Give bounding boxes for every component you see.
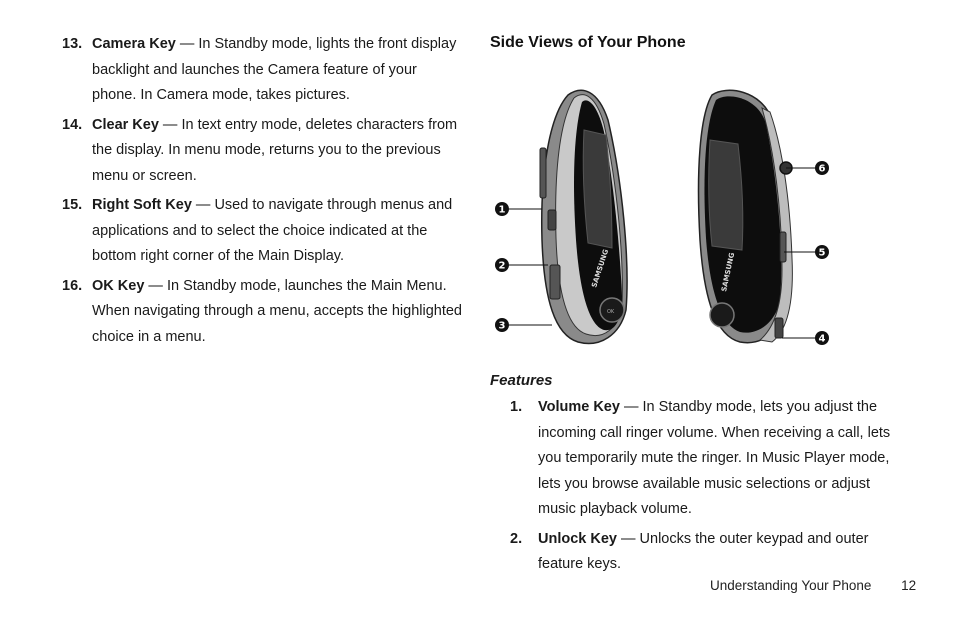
- section-title: Side Views of Your Phone: [490, 34, 686, 51]
- item-term: Unlock Key: [538, 530, 617, 547]
- left-phone-view: [540, 90, 627, 343]
- right-column: [490, 32, 910, 582]
- callout-6: [815, 161, 829, 175]
- callout-2: [495, 258, 509, 272]
- svg-text:4: 4: [818, 333, 826, 345]
- item-text: — Unlocks the outer keypad and outer feature keys.: [538, 530, 869, 572]
- page-number: 12: [901, 578, 917, 593]
- item-text: — In Standby mode, launches the Main Menu. When navigating through a menu, accepts the highlighted choice in a menu.: [92, 277, 462, 345]
- svg-text:5: 5: [818, 247, 826, 259]
- features-heading: Features: [490, 372, 553, 389]
- list-item: [62, 113, 462, 190]
- left-column: [62, 32, 462, 354]
- side-key: [780, 232, 786, 262]
- item-number: 2.: [510, 530, 523, 547]
- ok-key-label: OK: [607, 309, 615, 315]
- item-number: 1.: [510, 399, 523, 415]
- list-item: [62, 274, 462, 351]
- phone-illustration: [490, 60, 840, 360]
- camera-key: [775, 318, 783, 338]
- item-text: — In Standby mode, lights the front display backlight and launches the Camera feature of your phone. In Camera mode, takes pictures.: [92, 36, 457, 103]
- item-term: OK Key: [92, 277, 145, 294]
- item-number: 15.: [62, 197, 83, 213]
- item-number: 13.: [62, 36, 83, 52]
- callout-1: [495, 202, 509, 216]
- brand-label: SAMSUNG: [720, 251, 737, 293]
- list-item: [490, 527, 910, 578]
- item-text: — Used to navigate through menus and applications and to select the choice indicated at the bottom right corner of the Main Display.: [92, 197, 453, 264]
- footer-section-title: Understanding Your Phone: [710, 578, 872, 593]
- item-term: Volume Key: [538, 399, 620, 415]
- list-item: [490, 395, 910, 523]
- callout-5: [815, 245, 829, 259]
- phone-side-views-figure: [490, 60, 840, 360]
- item-number: 16.: [62, 277, 83, 294]
- callout-4: [815, 331, 829, 345]
- callout-3: [495, 318, 509, 332]
- page-footer: [710, 578, 916, 593]
- volume-key: [540, 148, 546, 198]
- svg-text:1: 1: [498, 204, 506, 216]
- svg-text:6: 6: [818, 163, 826, 175]
- svg-text:3: 3: [498, 320, 506, 332]
- item-number: 14.: [62, 116, 83, 133]
- charger-port: [550, 265, 560, 299]
- right-phone-view: [699, 90, 793, 342]
- brand-label: SAMSUNG: [590, 248, 611, 289]
- item-text: — In text entry mode, deletes characters from the display. In menu mode, returns you to the previous menu or screen.: [92, 116, 458, 184]
- list-item: [62, 32, 462, 109]
- item-term: Clear Key: [92, 116, 159, 133]
- unlock-key: [548, 210, 556, 230]
- item-term: Camera Key: [92, 36, 176, 52]
- item-term: Right Soft Key: [92, 197, 192, 213]
- list-item: [62, 193, 462, 270]
- svg-text:2: 2: [498, 260, 506, 272]
- item-text: — In Standby mode, lets you adjust the incoming call ringer volume. When receiving a call, lets you temporarily mute the ringer. In Music Player mode, lets you browse available music selections or adjust music playback volume.: [538, 399, 891, 517]
